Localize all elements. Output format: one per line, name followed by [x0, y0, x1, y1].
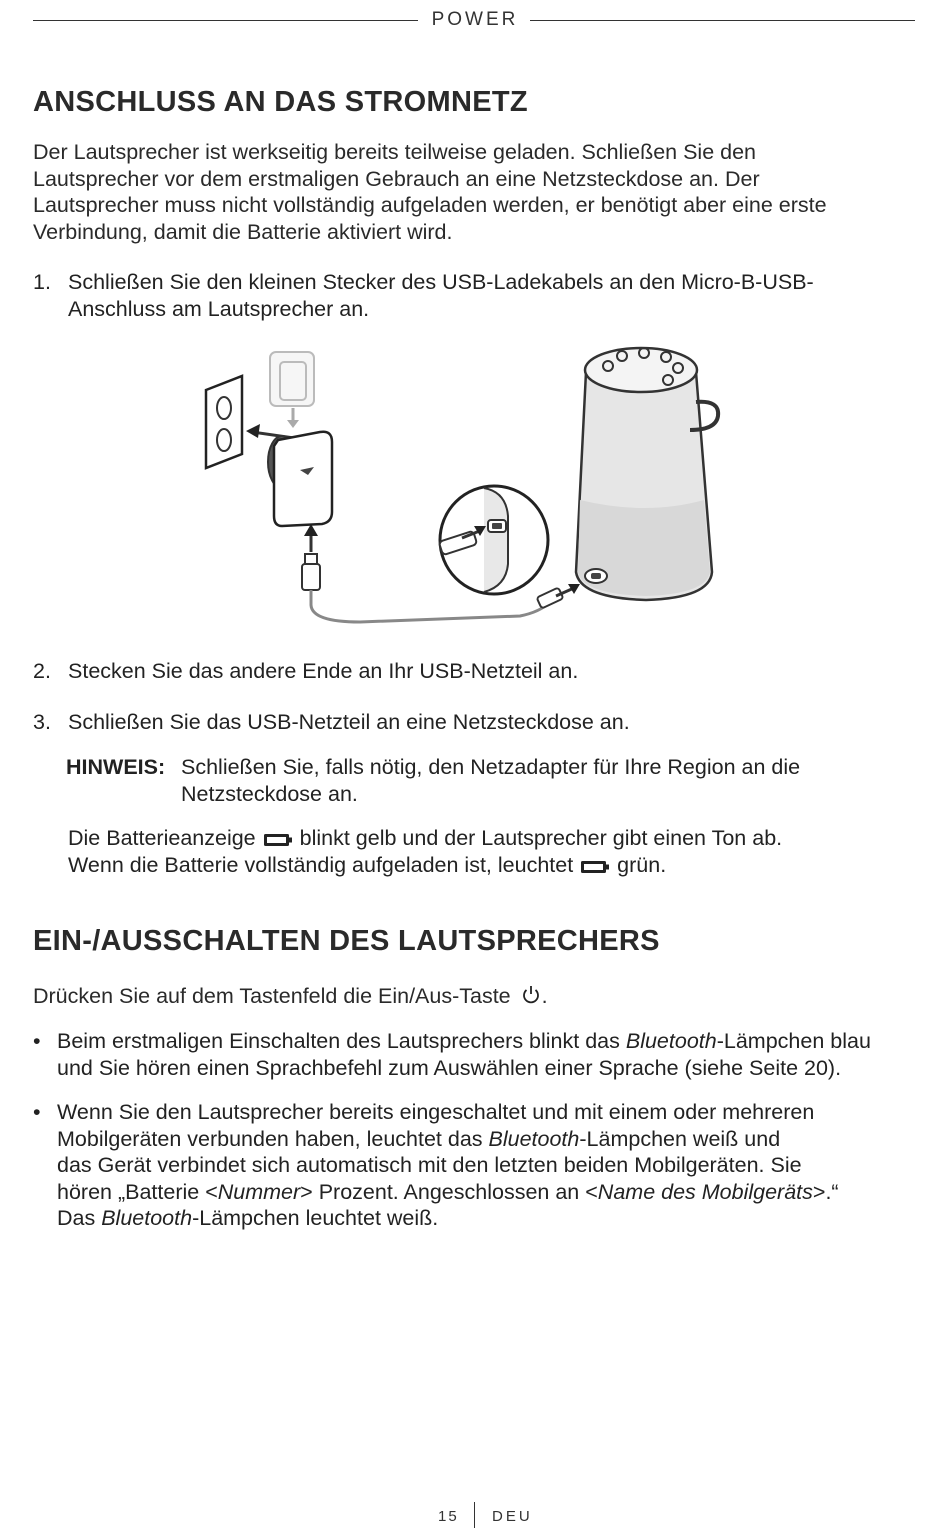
- bullet-1-text: [57, 1028, 917, 1081]
- battery-icon: [264, 834, 292, 846]
- section-title-power-connection: ANSCHLUSS AN DAS STROMNETZ: [33, 86, 528, 118]
- power-instruction: [33, 983, 913, 1010]
- emphasis: Bluetooth: [488, 1126, 580, 1151]
- step-number: 3.: [33, 710, 51, 734]
- battery-icon: [581, 861, 609, 873]
- text: Das: [57, 1206, 102, 1230]
- step-3-text: Schließen Sie das USB-Netzteil an eine Netzsteckdose an.: [68, 710, 630, 734]
- text: hören „Batterie <: [57, 1179, 218, 1204]
- punctuation: .: [541, 984, 548, 1008]
- emphasis: Name des Mobilgeräts: [597, 1179, 813, 1204]
- power-icon: [520, 984, 542, 1006]
- speaker-icon: [576, 348, 718, 600]
- arrow-up-icon: [304, 524, 318, 552]
- region-adapter-icon: [270, 352, 314, 428]
- note-text: [181, 754, 901, 807]
- note-line: Netzsteckdose an.: [181, 781, 358, 806]
- section-title-power-on-off: EIN-/AUSSCHALTEN DES LAUTSPRECHERS: [33, 925, 660, 957]
- intro-line: Lautsprecher muss nicht vollständig aufgeladen werden, er benötigt aber eine erste: [33, 193, 827, 217]
- battery-text: grün.: [617, 852, 667, 877]
- battery-text: Die Batterieanzeige: [68, 826, 256, 850]
- step-1-text: [68, 269, 898, 322]
- header-rule-right: [530, 20, 915, 21]
- emphasis: Nummer: [217, 1179, 301, 1204]
- bullet-line: [57, 1126, 917, 1153]
- bullet-line: das Gerät verbindet sich automatisch mit den letzten beiden Mobilgeräten. Sie: [57, 1153, 802, 1177]
- step-2-text: Stecken Sie das andere Ende an Ihr USB-Netzteil an.: [68, 659, 579, 683]
- bullet-line: [57, 1028, 917, 1055]
- bullet-line: und Sie hören einen Sprachbefehl zum Auswählen einer Sprache (siehe Seite 20).: [57, 1055, 842, 1080]
- language-code: DEU: [492, 1508, 533, 1525]
- bullet-point: •: [33, 1100, 41, 1124]
- intro-paragraph: [33, 139, 913, 245]
- text: -Lämpchen leuchtet weiß.: [192, 1206, 439, 1230]
- battery-line-2: [68, 852, 898, 879]
- step-number: 2.: [33, 659, 51, 683]
- emphasis: Bluetooth: [625, 1029, 717, 1053]
- intro-line: Lautsprecher vor dem erstmaligen Gebrauch an eine Netzsteckdose an. Der: [33, 166, 760, 191]
- charging-illustration: [190, 340, 730, 630]
- text: -Lämpchen weiß und: [579, 1126, 781, 1151]
- step-line: Anschluss am Lautsprecher an.: [68, 296, 370, 321]
- note-line: Schließen Sie, falls nötig, den Netzadapter für Ihre Region an die: [181, 755, 801, 779]
- bullet-2-text: [57, 1099, 917, 1232]
- step-number: 1.: [33, 270, 51, 294]
- battery-text: Wenn die Batterie vollständig aufgeladen ist, leuchtet: [68, 852, 574, 877]
- intro-line: Verbindung, damit die Batterie aktiviert wird.: [33, 219, 453, 244]
- intro-line: Der Lautsprecher ist werkseitig bereits teilweise geladen. Schließen Sie den: [33, 140, 757, 164]
- emphasis: Bluetooth: [101, 1206, 193, 1230]
- wall-outlet-icon: [206, 376, 242, 468]
- power-instruction-text: Drücken Sie auf dem Tastenfeld die Ein/Aus-Taste: [33, 984, 511, 1008]
- port-detail-icon: [439, 486, 548, 594]
- bullet-point: •: [33, 1029, 41, 1053]
- text: >.“: [812, 1179, 839, 1204]
- text: Mobilgeräten verbunden haben, leuchtet das: [57, 1126, 489, 1151]
- bullet-line: [57, 1179, 917, 1206]
- battery-indicator-text: [68, 825, 898, 878]
- note-label: HINWEIS:: [66, 755, 166, 779]
- bullet-line: [57, 1205, 917, 1232]
- battery-text: blinkt gelb und der Lautsprecher gibt einen Ton ab.: [299, 826, 783, 850]
- footer-divider: [474, 1502, 475, 1528]
- text: > Prozent. Angeschlossen an <: [300, 1179, 598, 1204]
- usb-power-adapter-icon: [268, 432, 332, 526]
- arrow-left-icon: [246, 424, 294, 438]
- step-line: Schließen Sie den kleinen Stecker des USB-Ladekabels an den Micro-B-USB-: [68, 270, 814, 294]
- battery-line-1: [68, 825, 898, 852]
- text: -Lämpchen blau: [716, 1029, 871, 1053]
- text: Beim erstmaligen Einschalten des Lautsprechers blinkt das: [57, 1029, 626, 1053]
- section-header: POWER: [431, 9, 519, 30]
- bullet-line: Wenn Sie den Lautsprecher bereits eingeschaltet und mit einem oder mehreren: [57, 1100, 815, 1124]
- page-number: 15: [438, 1508, 459, 1525]
